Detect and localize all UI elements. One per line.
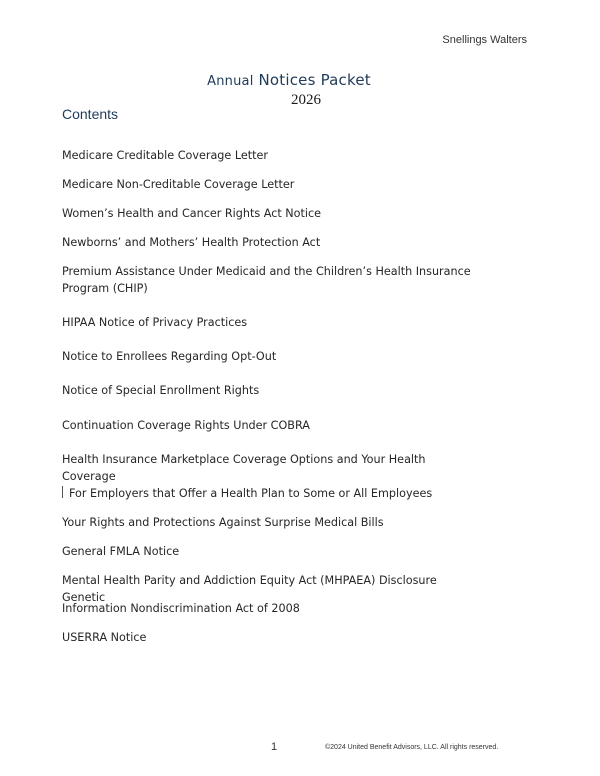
copyright-notice: ©2024 United Benefit Advisors, LLC. All rights reserved. (325, 744, 499, 751)
toc-item-newborns-mothers[interactable]: Newborns’ and Mothers’ Health Protection Act (62, 236, 321, 249)
toc-item-whcra[interactable]: Women’s Health and Cancer Rights Act Notice (62, 207, 322, 220)
toc-item-userra[interactable]: USERRA Notice (62, 631, 147, 644)
toc-item-employers-health-plan[interactable] (62, 485, 482, 502)
toc-item-surprise-bills[interactable]: Your Rights and Protections Against Surprise Medical Bills (62, 516, 384, 529)
toc-item-fmla[interactable]: General FMLA Notice (62, 545, 180, 558)
toc-item-mhpaea[interactable]: Mental Health Parity and Addiction Equity Act (MHPAEA) Disclosure Genetic (62, 574, 437, 604)
page-number: 1 (271, 741, 278, 753)
company-name: Snellings Walters (442, 34, 527, 46)
document-title (0, 71, 578, 89)
toc-item-hipaa-privacy[interactable]: HIPAA Notice of Privacy Practices (62, 316, 248, 329)
vertical-bar-mark (62, 486, 63, 498)
document-year: 2026 (291, 92, 321, 108)
toc-item-cobra[interactable]: Continuation Coverage Rights Under COBRA (62, 419, 310, 432)
toc-item-medicare-creditable[interactable]: Medicare Creditable Coverage Letter (62, 149, 269, 162)
toc-item-marketplace[interactable]: Health Insurance Marketplace Coverage Options and Your Health Coverage (62, 453, 426, 483)
contents-heading: Contents (62, 106, 119, 122)
toc-item-medicare-non-creditable[interactable]: Medicare Non-Creditable Coverage Letter (62, 178, 295, 191)
title-word-annual: Annual (207, 74, 254, 89)
toc-item-opt-out[interactable]: Notice to Enrollees Regarding Opt-Out (62, 350, 277, 363)
toc-item-gina[interactable]: Information Nondiscrimination Act of 2008 (62, 602, 300, 615)
title-rest: Notices Packet (258, 71, 371, 89)
toc-item-label: For Employers that Offer a Health Plan to Some or All Employees (69, 487, 433, 500)
toc-item-special-enrollment[interactable]: Notice of Special Enrollment Rights (62, 384, 260, 397)
toc-item-chip[interactable]: Premium Assistance Under Medicaid and the Children’s Health Insurance Program (CHIP) (62, 265, 471, 295)
